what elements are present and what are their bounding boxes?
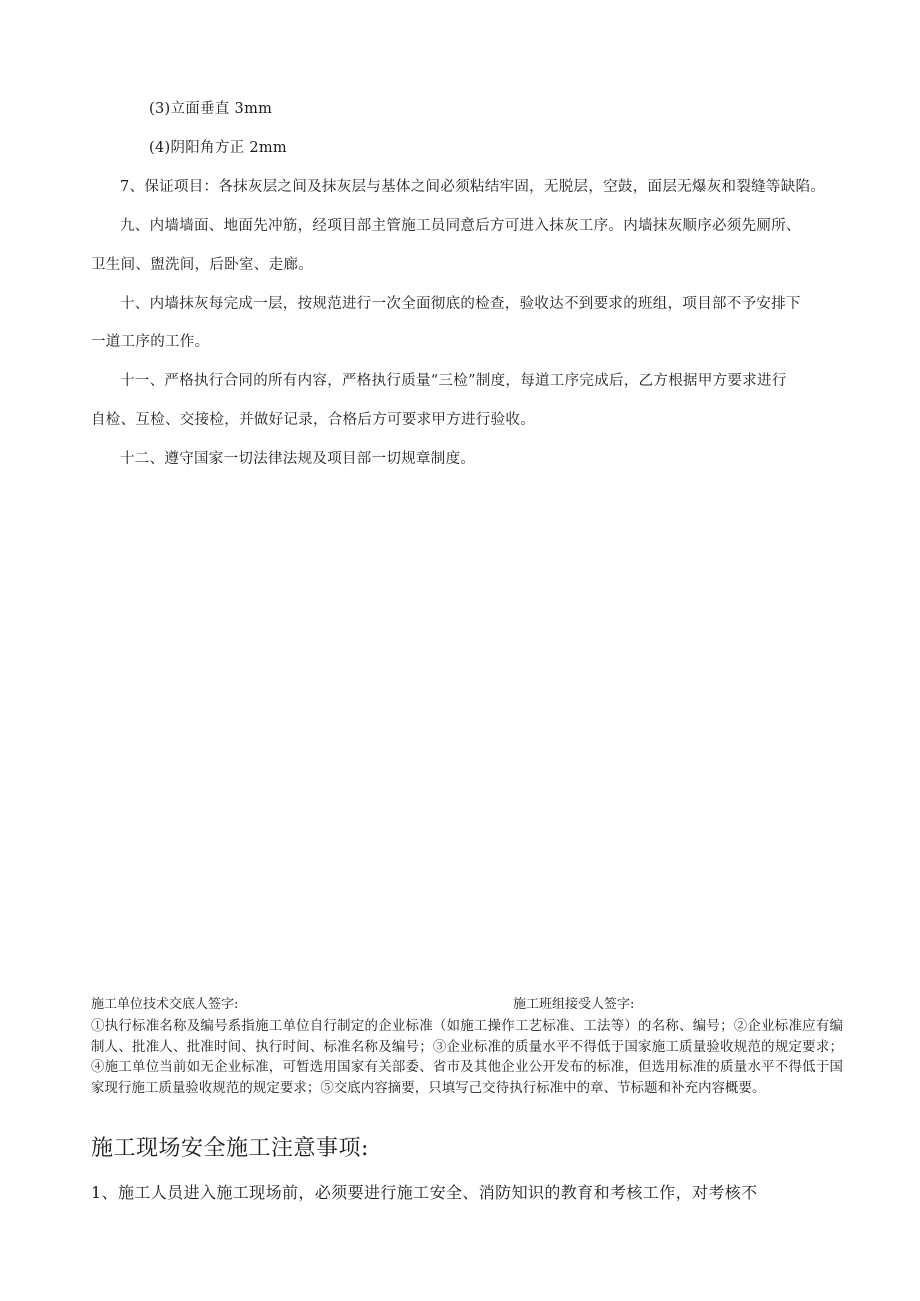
standard-notes: ①执行标准名称及编号系指施工单位自行制定的企业标准（如施工操作工艺标准、工法等）的名称、编号；②企业标准应有编制人、批准人、批准时间、执行时间、标准名称及编号；③企业标准的质量水平不得低于国家施工质量验收规范的规定要求；④施工单位当前如无企业标准，可暂选用国家有关部委、省市及其他企业公开发布的标准，但选用标准的质量水平不得低于国家现行施工质量验收规范的规定要求；⑤交底内容摘要，只填写己交待执行标准中的章、节标题和补充内容概要。	[91, 1019, 843, 1096]
clause-ten-line1: 十、内墙抹灰每完成一层，按规范进行一次全面彻底的检查，验收达不到要求的班组，项目部不予安排下	[120, 296, 801, 312]
guarantee-item: 7、保证项目：各抹灰层之间及抹灰层与基体之间必须粘结牢固，无脱层，空鼓，面层无爆灰和裂缝等缺陷。	[120, 179, 826, 195]
tolerance-vertical: (3)立面垂直 3mm	[149, 101, 273, 117]
team-receiver-signature-label: 施工班组接受人签字:	[513, 997, 635, 1012]
safety-section-title: 施工现场安全施工注意事项:	[91, 1136, 369, 1161]
clause-twelve: 十二、遵守国家一切法律法规及项目部一切规章制度。	[120, 451, 476, 467]
clause-nine-line1: 九、内墙墙面、地面先冲筋，经项目部主管施工员同意后方可进入抹灰工序。内墙抹灰顺序必须先厕所、	[120, 218, 801, 234]
clause-eleven-line2: 自检、互检、交接检，并做好记录，合格后方可要求甲方进行验收。	[91, 412, 535, 428]
clause-ten-line2: 一道工序的工作。	[91, 334, 210, 350]
clause-nine-line2: 卫生间、盥洗间，后卧室、走廊。	[91, 257, 313, 273]
technical-lead-signature-label: 施工单位技术交底人签字:	[91, 997, 239, 1012]
clause-eleven-line1: 十一、严格执行合同的所有内容，严格执行质量“三检”制度，每道工序完成后，乙方根据甲方要求进行	[120, 373, 787, 389]
safety-item-1: 1、施工人员进入施工现场前，必须要进行施工安全、消防知识的教育和考核工作，对考核不	[91, 1183, 758, 1202]
tolerance-corner: (4)阴阳角方正 2mm	[149, 140, 287, 156]
